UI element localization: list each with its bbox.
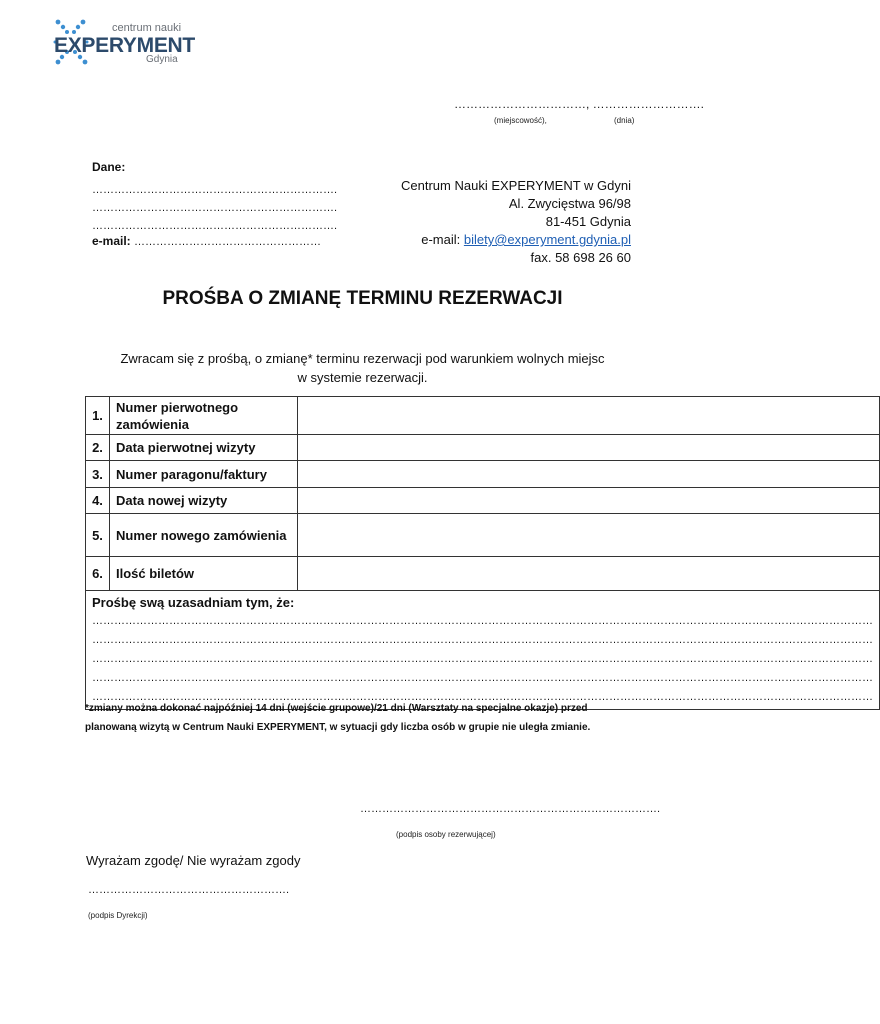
page-title: PROŚBA O ZMIANĘ TERMINU REZERWACJI: [162, 288, 563, 309]
recipient-street: Al. Zwycięstwa 96/98: [508, 196, 631, 211]
justification-line-3: ……………………………………………………………………………………………………………………………………………………………………………………………: [92, 653, 873, 665]
row-number: 4.: [86, 488, 110, 514]
row-label: Numer paragonu/faktury: [110, 461, 298, 488]
sender-email-label: e-mail:: [92, 234, 131, 248]
recipient-email-label: e-mail:: [421, 232, 461, 247]
justification-line-5: ……………………………………………………………………………………………………………………………………………………………………………………………: [92, 691, 873, 703]
logo-main-text: EXPERYMENT: [54, 34, 195, 57]
footnote-line-2: planowaną wizytą w Centrum Nauki EXPERYMENT, w sytuacji gdy liczba osób w grupie nie uległa zmianie.: [85, 722, 591, 733]
intro-text: [0, 349, 725, 387]
row-label: Numer nowego zamówienia: [110, 514, 298, 557]
table-row: [86, 435, 880, 461]
sender-line-2: ………………………………………………………….: [92, 202, 338, 214]
recipient-block: [401, 177, 631, 267]
justification-line-1: ……………………………………………………………………………………………………………………………………………………………………………………………: [92, 615, 873, 627]
consent-dots: ……………………………………………….: [88, 884, 290, 896]
sender-line-3: ………………………………………………………….: [92, 220, 338, 232]
row-number: 5.: [86, 514, 110, 557]
row-label: Ilość biletów: [110, 557, 298, 591]
footnote-line-1: *zmiany można dokonać najpóźniej 14 dni (wejście grupowe)/21 dni (Warsztaty na specjalne okazje) przed: [85, 703, 588, 714]
justification-cell[interactable]: [86, 591, 880, 710]
consent-text: Wyrażam zgodę/ Nie wyrażam zgody: [86, 853, 301, 868]
sender-label: Dane:: [92, 160, 126, 174]
row-value-field[interactable]: [298, 557, 880, 591]
place-date-dots: ……………………………, ……………………….: [454, 97, 705, 111]
justification-line-2: ……………………………………………………………………………………………………………………………………………………………………………………………: [92, 634, 873, 646]
recipient-name: Centrum Nauki EXPERYMENT w Gdyni: [401, 178, 631, 193]
recipient-email-row: [401, 231, 631, 249]
row-label: Data pierwotnej wizyty: [110, 435, 298, 461]
signature-label: (podpis osoby rezerwującej): [396, 830, 496, 839]
justification-label: Prośbę swą uzasadniam tym, że:: [92, 595, 295, 610]
logo-top-text: centrum nauki: [112, 22, 182, 34]
row-number: 1.: [86, 397, 110, 435]
recipient-city: 81-451 Gdynia: [545, 214, 631, 229]
table-row: [86, 557, 880, 591]
row-number: 3.: [86, 461, 110, 488]
row-number: 2.: [86, 435, 110, 461]
recipient-fax: fax. 58 698 26 60: [530, 250, 631, 265]
signature-dots: ……………………………………………………………………….: [360, 803, 661, 815]
row-value-field[interactable]: [298, 514, 880, 557]
row-value-field[interactable]: [298, 397, 880, 435]
row-label: Numer pierwotnego zamówienia: [110, 397, 298, 435]
row-value-field[interactable]: [298, 461, 880, 488]
table-row: [86, 488, 880, 514]
sender-line-1: ………………………………………………………….: [92, 184, 338, 196]
table-row: [86, 461, 880, 488]
date-label: (dnia): [614, 116, 635, 125]
sender-email-dots: ……………………………………………: [134, 236, 322, 248]
logo-bottom-text: Gdynia: [146, 54, 178, 65]
place-label: (miejscowość),: [494, 116, 547, 125]
intro-line-2: w systemie rezerwacji.: [297, 370, 428, 385]
recipient-email-link[interactable]: bilety@experyment.gdynia.pl: [463, 232, 631, 247]
consent-label: (podpis Dyrekcji): [88, 911, 148, 920]
request-form-table: [85, 396, 880, 710]
justification-line-4: ……………………………………………………………………………………………………………………………………………………………………………………………: [92, 672, 873, 684]
row-value-field[interactable]: [298, 488, 880, 514]
footnote: [85, 699, 590, 737]
table-row: [86, 397, 880, 435]
row-number: 6.: [86, 557, 110, 591]
row-value-field[interactable]: [298, 435, 880, 461]
sender-email-row: [92, 234, 321, 248]
justification-row: [86, 591, 880, 710]
intro-line-1: Zwracam się z prośbą, o zmianę* terminu rezerwacji pod warunkiem wolnych miejsc: [120, 351, 605, 366]
experyment-logo: [52, 18, 195, 66]
table-row: [86, 514, 880, 557]
row-label: Data nowej wizyty: [110, 488, 298, 514]
